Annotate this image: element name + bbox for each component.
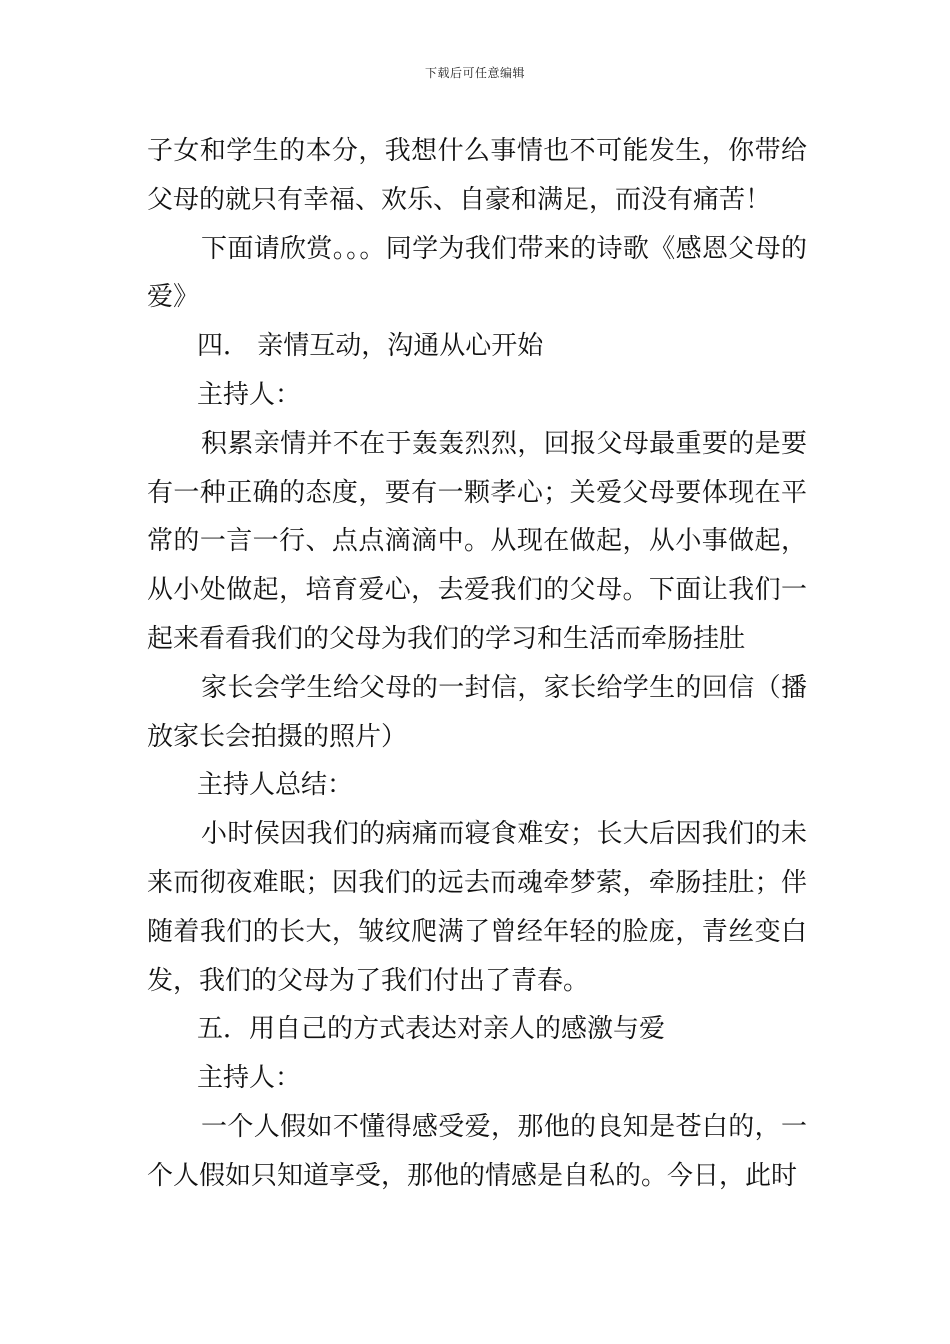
- paragraph-2: 下面请欣赏。。。同学为我们带来的诗歌《感恩父母的爱》: [147, 233, 807, 313]
- section-heading-4: 四． 亲情互动，沟通从心开始: [197, 331, 544, 362]
- paragraph-6: 一个人假如不懂得感受爱，那他的良知是苍白的，一个人假如只知道享受，那他的情感是自私的。今日，此时: [147, 1111, 807, 1191]
- section-heading-5: 五．用自己的方式表达对亲人的感激与爱: [197, 1014, 666, 1045]
- host-label-2: 主持人：: [197, 1063, 302, 1094]
- paragraph-1: 子女和学生的本分，我想什么事情也不可能发生，你带给父母的就只有幸福、欢乐、自豪和满足，而没有痛苦！: [147, 136, 807, 215]
- paragraph-4: 家长会学生给父母的一封信，家长给学生的回信（播放家长会拍摄的照片）: [147, 672, 807, 752]
- page-header-note: 下载后可任意编辑: [424, 66, 525, 80]
- document-body: [147, 127, 807, 1201]
- paragraph-5: 小时侯因我们的病痛而寝食难安；长大后因我们的未来而彻夜难眠；因我们的远去而魂牵梦萦，牵肠挂肚；伴随着我们的长大，皱纹爬满了曾经年轻的脸庞，青丝变白发，我们的父母为了我们付出了青春。: [147, 819, 807, 996]
- paragraph-3: 积累亲情并不在于轰轰烈烈，回报父母最重要的是要有一种正确的态度，要有一颗孝心；关爱父母要体现在平常的一言一行、点点滴滴中。从现在做起，从小事做起，从小处做起，培育爱心，去爱我们的父母。下面让我们一起来看看我们的父母为我们的学习和生活而牵肠挂肚: [147, 428, 807, 654]
- host-summary-label: 主持人总结：: [197, 770, 354, 801]
- host-label-1: 主持人：: [197, 379, 302, 410]
